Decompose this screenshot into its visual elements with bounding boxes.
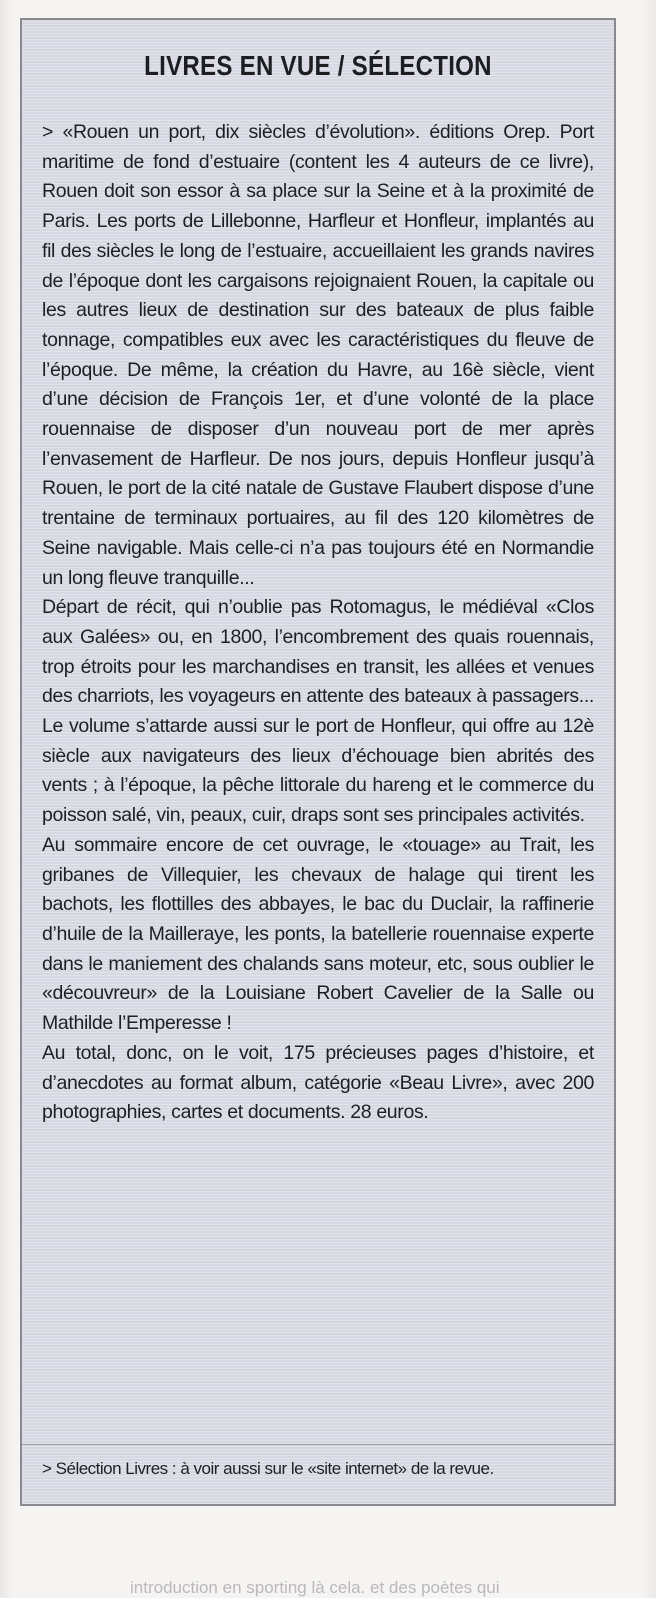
bleed-through-text: introduction en sporting là cela. et des poètes qui: [130, 1578, 500, 1597]
footer-divider: [22, 1444, 614, 1445]
paragraph-total: Au total, donc, on le voit, 175 précieuses pages d’histoire, et d’anecdotes au format album, catégorie «Beau Livre», avec 200 photographies, cartes et documents. 28 euros.: [42, 1041, 594, 1124]
footer-note: > Sélection Livres : à voir aussi sur le «site internet» de la revue.: [42, 1459, 494, 1478]
book-selection-box: [20, 18, 616, 1506]
paragraph-recit: Départ de récit, qui n’oublie pas Rotomagus, le médiéval «Clos aux Galées» ou, en 1800, l’encombrement des quais rouennais, trop étroits pour les marchandises en transit, les allées et venues des charriots, les voyageurs en attente des bateaux à passagers... Le volume s’attarde aussi sur le port de Honfleur, qui offre au 12è siècle aux navigateurs des lieux d’échouage bien abrités des vents ; à l’époque, la pêche littorale du hareng et le commerce du poisson salé, vin, peaux, cuir, draps sont ses principales activités.: [42, 596, 594, 827]
box-body: [42, 118, 594, 1128]
paragraph-sommaire: Au sommaire encore de cet ouvrage, le «touage» au Trait, les gribanes de Villequier, les chevaux de halage qui tirent les bachots, les flottilles des abbayes, le bac du Duclair, la raffinerie d’huile de la Mailleraye, les ponts, la batellerie rouennaise experte dans le maniement des chalands sans moteur, etc, sous oublier le «découvreur» de la Louisiane Robert Cavelier de la Salle ou Mathilde l’Emperesse !: [42, 833, 594, 1035]
box-title: LIVRES EN VUE / SÉLECTION: [144, 50, 492, 81]
paragraph-intro: > «Rouen un port, dix siècles d’évolution». éditions Orep. Port maritime de fond d’estuaire (content les 4 auteurs de ce livre), Rouen doit son essor à sa place sur la Seine et à la proximité de Paris. Les ports de Lillebonne, Harfleur et Honfleur, implantés au fil des siècles le long de l’estuaire, accueillaient les grands navires de l’époque dont les cargaisons rejoignaient Rouen, la capitale ou les autres lieux de destination sur des bateaux de plus faible tonnage, compatibles eux avec les caractéristiques du fleuve de l’époque. De même, la création du Havre, au 16è siècle, vient d’une décision de François 1er, et d’une volonté de la place rouennaise de disposer d’un nouveau port de mer après l’envasement de Harfleur. De nos jours, depuis Honfleur jusqu’à Rouen, le port de la cité natale de Gustave Flaubert dispose d’une trentaine de terminaux portuaires, au fil des 120 kilomètres de Seine navigable. Mais celle-ci n’a pas toujours été en Normandie un long fleuve tranquille...: [42, 121, 594, 589]
